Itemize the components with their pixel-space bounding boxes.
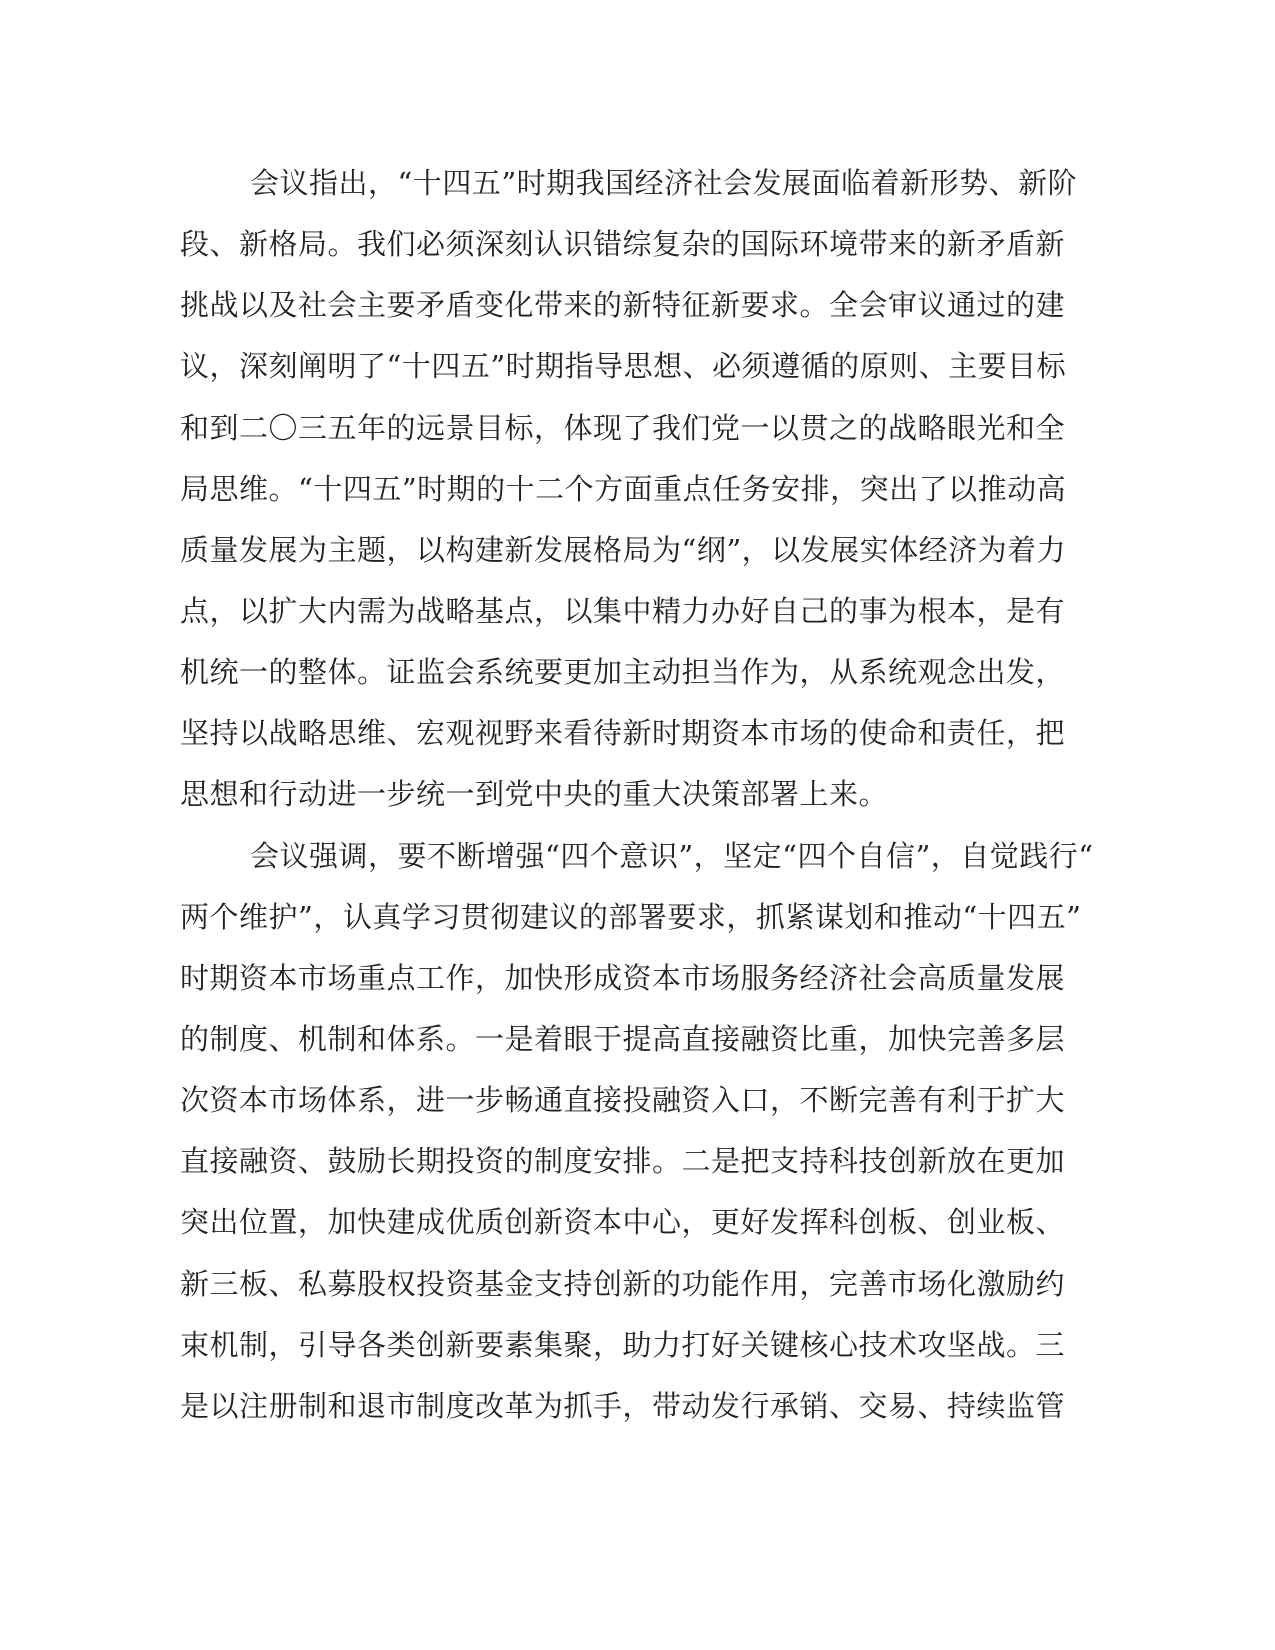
text-line: 质量发展为主题，以构建新发展格局为“纲”，以发展实体经济为着力: [180, 532, 1067, 567]
paragraph-1: [180, 158, 1078, 831]
text-line: 新三板、私募股权投资基金支持创新的功能作用，完善市场化激励约: [180, 1266, 1066, 1301]
text-line: 时期资本市场重点工作，加快形成资本市场服务经济社会高质量发展: [180, 960, 1066, 995]
text-line: 的制度、机制和体系。一是着眼于提高直接融资比重，加快完善多层: [180, 1021, 1066, 1056]
text-line: 会议强调，要不断增强“四个意识”，坚定“四个自信”，自觉践行“: [250, 838, 1094, 873]
text-line: 段、新格局。我们必须深刻认识错综复杂的国际环境带来的新矛盾新: [180, 227, 1066, 262]
text-line: 是以注册制和退市制度改革为抓手，带动发行承销、交易、持续监管: [180, 1388, 1066, 1423]
text-line: 议，深刻阐明了“十四五”时期指导思想、必须遵循的原则、主要目标: [180, 349, 1067, 384]
text-line: 直接融资、鼓励长期投资的制度安排。二是把支持科技创新放在更加: [180, 1144, 1066, 1179]
text-line: 次资本市场体系，进一步畅通直接投融资入口，不断完善有利于扩大: [180, 1083, 1066, 1118]
text-line: 两个维护”，认真学习贯彻建议的部署要求，抓紧谋划和推动“十四五”: [180, 899, 1082, 934]
text-line: 局思维。“十四五”时期的十二个方面重点任务安排，突出了以推动高: [180, 471, 1067, 506]
text-line: 挑战以及社会主要矛盾变化带来的新特征新要求。全会审议通过的建: [180, 288, 1066, 323]
text-line: 坚持以战略思维、宏观视野来看待新时期资本市场的使命和责任，把: [180, 716, 1066, 751]
text-line: 点，以扩大内需为战略基点，以集中精力办好自己的事为根本，是有: [180, 593, 1066, 628]
document-body: [180, 158, 1094, 1442]
text-line: 机统一的整体。证监会系统要更加主动担当作为，从系统观念出发，: [180, 655, 1066, 690]
paragraph-2: [180, 831, 1094, 1442]
text-line: 会议指出，“十四五”时期我国经济社会发展面临着新形势、新阶: [250, 166, 1078, 200]
text-line: 思想和行动进一步统一到党中央的重大决策部署上来。: [180, 777, 889, 812]
text-line: 突出位置，加快建成优质创新资本中心，更好发挥科创板、创业板、: [180, 1205, 1066, 1240]
text-line: 和到二〇三五年的远景目标，体现了我们党一以贯之的战略眼光和全: [180, 410, 1066, 445]
text-line: 束机制，引导各类创新要素集聚，助力打好关键核心技术攻坚战。三: [180, 1327, 1066, 1362]
